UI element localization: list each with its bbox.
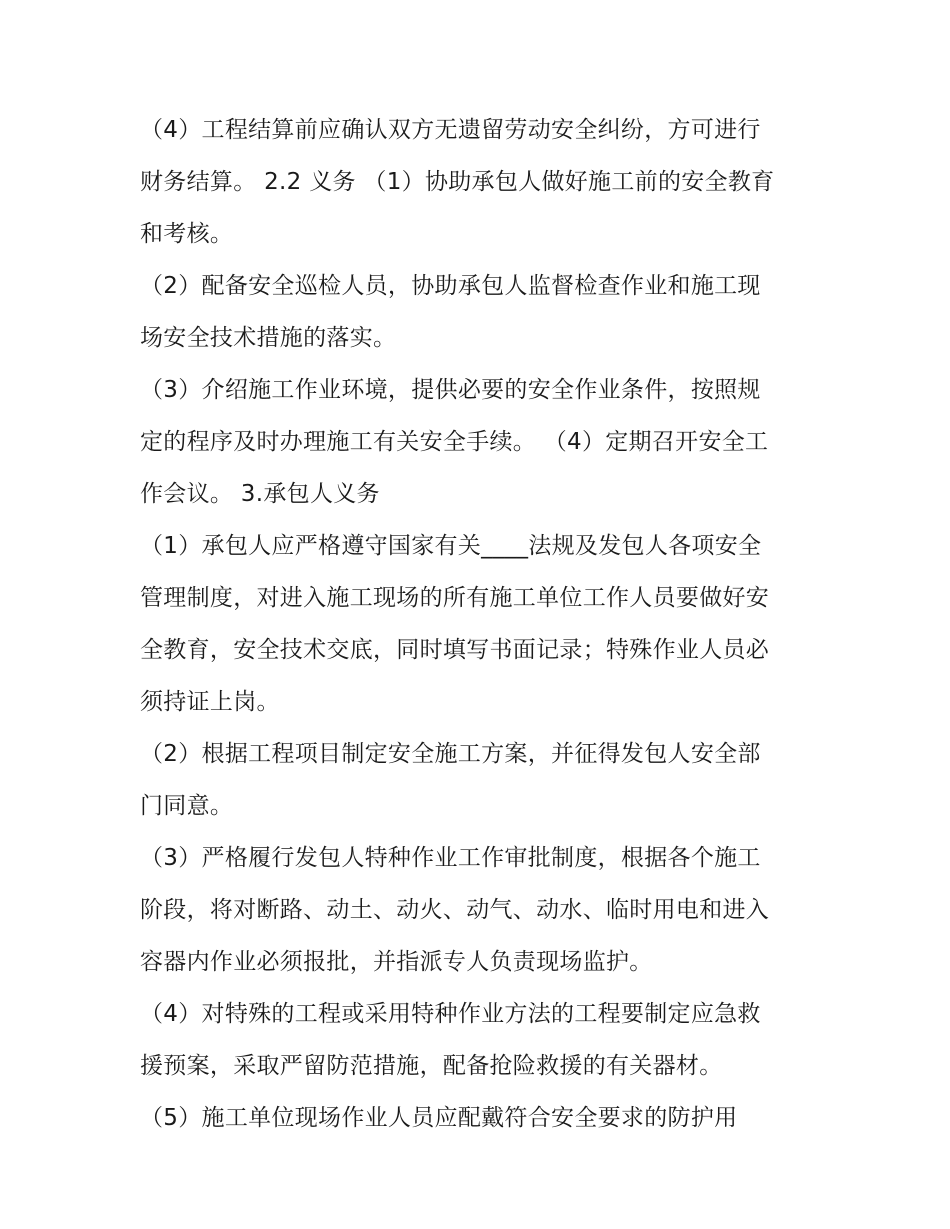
- text-line: （3）严格履行发包人特种作业工作审批制度，根据各个施工: [140, 845, 761, 871]
- text-line: 财务结算。 2.2 义务 （1）协助承包人做好施工前的安全教育: [140, 169, 775, 195]
- text-line: 容器内作业必须报批，并指派专人负责现场监护。: [140, 949, 653, 975]
- text-line: 全教育，安全技术交底，同时填写书面记录；特殊作业人员必: [140, 637, 770, 663]
- text-line: 作会议。 3.承包人义务: [140, 481, 380, 507]
- text-line: 须持证上岗。: [140, 689, 280, 715]
- text-line: 援预案，采取严留防范措施，配备抢险救援的有关器材。: [140, 1053, 723, 1079]
- text-line: （5）施工单位现场作业人员应配戴符合安全要求的防护用: [140, 1105, 738, 1131]
- text-line: 场安全技术措施的落实。: [140, 325, 397, 351]
- text-line: 管理制度，对进入施工现场的所有施工单位工作人员要做好安: [140, 585, 770, 611]
- document-body: [140, 104, 820, 1144]
- text-line: （3）介绍施工作业环境，提供必要的安全作业条件，按照规: [140, 377, 761, 403]
- text-line: （2）根据工程项目制定安全施工方案，并征得发包人安全部: [140, 741, 761, 767]
- text-line: （4）工程结算前应确认双方无遗留劳动安全纠纷，方可进行: [140, 117, 761, 143]
- text-line: 阶段，将对断路、动土、动火、动气、动水、临时用电和进入: [140, 897, 770, 923]
- text-line: 定的程序及时办理施工有关安全手续。 （4）定期召开安全工: [140, 429, 769, 455]
- text-line: （4）对特殊的工程或采用特种作业方法的工程要制定应急救: [140, 1001, 761, 1027]
- text-line: （1）承包人应严格遵守国家有关____法规及发包人各项安全: [140, 533, 762, 559]
- text-line: 门同意。: [140, 793, 234, 819]
- text-line: （2）配备安全巡检人员，协助承包人监督检查作业和施工现: [140, 273, 761, 299]
- text-line: 和考核。: [140, 221, 234, 247]
